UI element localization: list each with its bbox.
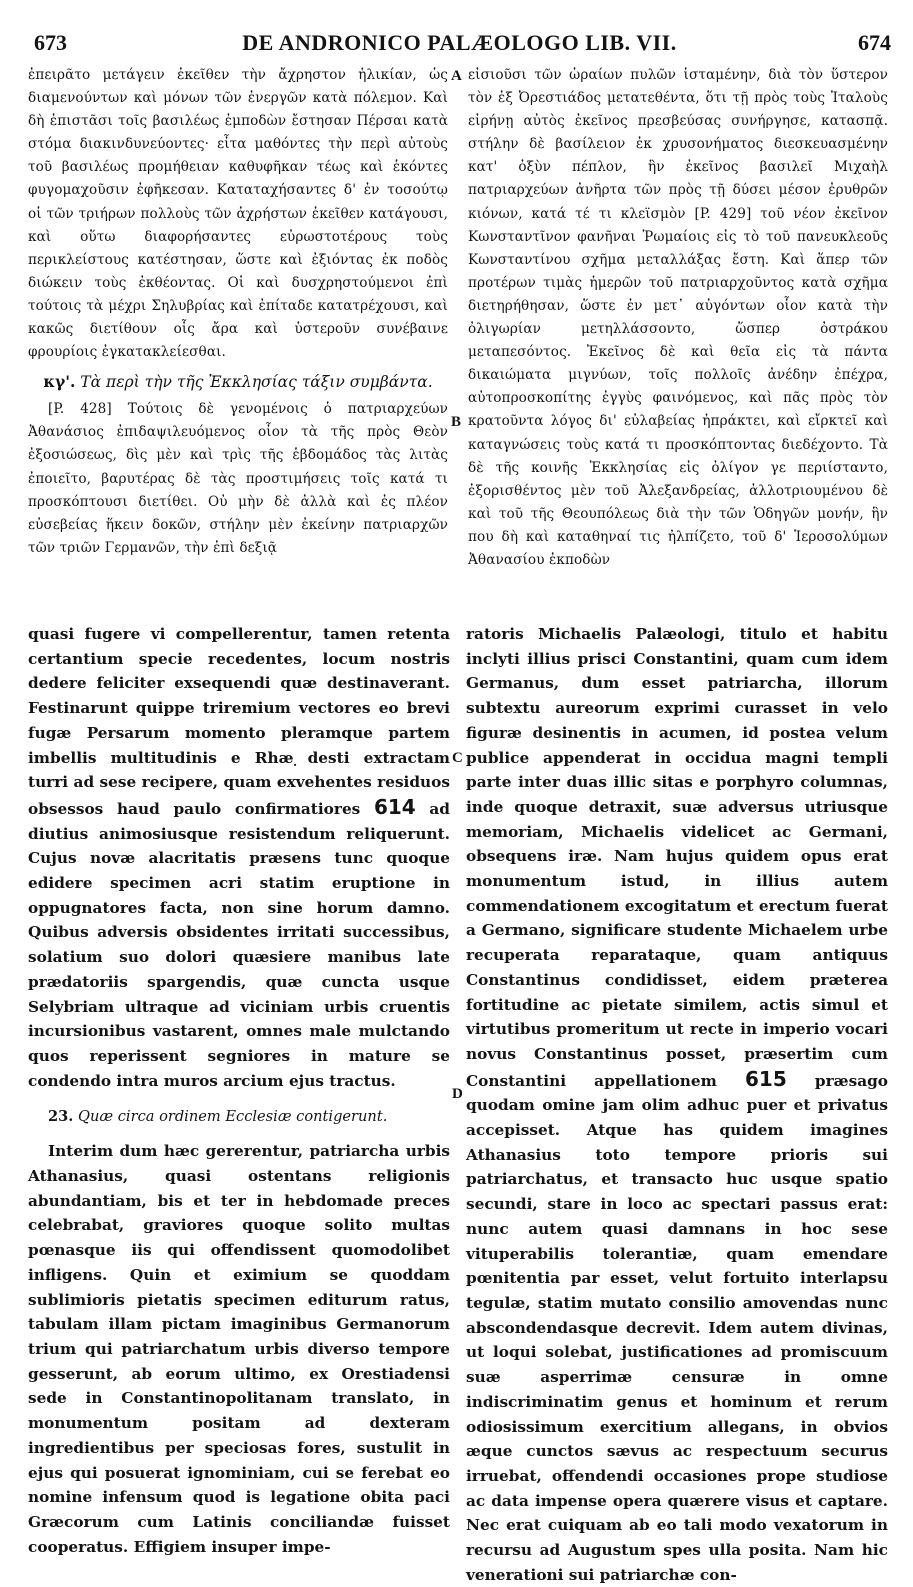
latin-left-paragraph-2: Interim dum hæc gererentur, patriarcha urbis Athanasius, quasi ostentans religionis abundantiam, bis et ter in hebdomade preces celebrabat, graviores quoque solito multas pœnasque iis qui offendissent quomodolibet infligens. Quin et eximium se quoddam sublimioris pietatis specimen editurum ratus, tabulam illam pictam imaginibus Germanorum trium qui patriarchatum urbis diverso tempore gesserunt, ab eorum ultimo, ex Orestiadensi sede in Constantinopolitanam translato, in monumentum positam ad dexteram ingredientibus per speciosas fores, sustulit in ejus qui posuerat ignominiam, cui se ferebat eo nomine infensum quod is legatione obita paci Græcorum cum Latinis conciliandæ fuisset cooperatus. Effigiem insuper impe- [28,1142,450,1556]
latin-right-text-b: præsago quodam omine jam olim adhuc puer et privatus accepisset. Atque has quidem imagines Athanasius toto tempore prioris sui patriarchatus, et transacto huc usque spatio secundi, stare in loco ac spectari passus erat: nunc autem quasi damnans in hoc sese vituperabilis tolerantiæ, quam emendare pœnitentia par esset, velut fortuito interlapsu tegulæ, statim mutato consilio amovendas nunc abscondendasque decrevit. Idem autem divinas, ut loqui solebat, justificationes ad promiscuum suæ asperrimæ censuræ in omne indiscriminatim genus et hominum et rerum odiosissimum exercitium allegans, in obvios æque cunctos sævus ac respectuum securus irruebat, offendendi occasiones prope studiose ac data impense opera quærere visus et captare. Nec erat cuiquam ab eo tali modo vexatorum in recursu ad Augustum spes ulla posita. Nam hic venerationi sui patriarchæ con- [466,1071,889,1584]
margin-letter-d: D [452,1086,463,1102]
page-marker-615: 615 [745,1066,787,1091]
page-reference: [P. 429] [694,205,752,222]
page-number-left: 673 [34,30,67,55]
running-title: DE ANDRONICO PALÆOLOGO LIB. VII. [242,30,677,55]
greek-section-heading [28,372,448,392]
latin-right-text-a: ratoris Michaelis Palæologi, titulo et habitu inclyti illius prisci Constantini, quam cum idem Germanus, dum esset patriarcha, illorum subtextu aureorum exprimi curasset in velo figuræ desinentis in acumen, id postea velum publice appenderat in occidua magni templi parte inter duas illic sitas e porphyro columnas, inde quoque detraxit, suæ adversus utriusque memoriam, Michaelis videlicet ac Germani, obsequens iræ. Nam hujus quidem opus erat monumentum istud, in illius autem commendationem excogitatum et erectum fuerat a Germano, significare studente Michaelem urbe recuperata reparataque, quam antiquus Constantinus condidisset, eidem præterea fortitudine ac pietate similem, actis simul et virtutibus promeritum ut recte in imperio vocari novus Constantinus posset, præsertim cum Constantini appellationem [466,625,888,1090]
greek-right-text-a: εἰσιοῦσι τῶν ὡραίων πυλῶν ἱσταμένην, διὰ τὸν ὕστερον τὸν ἐξ Ὀρεστιάδος μετατεθέντα, ὅτι τῇ πρὸς τοὺς Ἰταλοὺς εἰρήνῃ αὐτὸς ἐκεῖνος πρεσβεύσας συνήργησε, κατασπᾷ. στήλην δὲ βασίλειον ἐκ χρυσονήματος διεσκευασμένην κατ' ὀξὺν πέπλον, ἣν ἐκεῖνος βασιλεῖ Μιχαὴλ πατριαρχεύων ἀνῆρτα τῶν πρὸς τῇ δύσει μέσον ἐρυθρῶν κιόνων, κατά τέ τι κλεϊσμὸν [468,67,888,222]
latin-right-paragraph-1 [466,622,888,1587]
margin-letter-b: B [451,414,462,430]
page-marker-614: 614 [373,794,416,819]
running-header [28,30,891,60]
page-reference: [P. 428] [48,401,112,418]
latin-section-number: 23. [48,1108,74,1126]
latin-left-paragraph-1 [28,622,450,1093]
greek-column-right [468,64,888,610]
greek-column-left [28,64,448,610]
latin-section-title: Quæ circa ordinem Ecclesiæ contigerunt. [78,1108,388,1126]
latin-section-heading [48,1107,450,1127]
latin-left-text-a: quasi fugere vi compellerentur, tamen retenta certantium specie recedentes, locum nostris dedere feliciter exsequendi quæ destinaverant. Festinarunt quippe triremium vectores eo brevi fugæ Persarum momento pleramque partem imbellis multitudinis e Rhæ ̣desti extractam turri ad sese recipere, quam exvehentes residuos obsessos haud paulo confirmatiores [28,625,450,818]
latin-left-text-b: ad diutius animosiusque resistendum reliquerunt. Cujus novæ alacritatis præsens tunc quoque edidere specimen acri statim eruptione in oppugnatores facta, non sine horum damno. Quibus adversis obsidentes irritati successibus, solatium suo dolori quæsiere manibus late prædatoriis spargendis, quæ cuncta usque Selybriam ultraque ad viciniam urbis cruentis incursionibus vastarent, omnes male mulctando quos reperissent segniores in mature se condendo intra muros arcium ejus tractus. [28,799,450,1090]
greek-left-paragraph-2 [28,398,448,560]
greek-right-paragraph-1 [468,64,888,572]
greek-section-number: κγ'. [43,372,76,392]
greek-section-title: Τὰ περὶ τὴν τῆς Ἐκκλησίας τάξιν συμβάντα. [80,373,433,392]
latin-column-right [466,622,889,1584]
greek-left-paragraph-1: ἐπειρᾶτο μετάγειν ἐκεῖθεν τὴν ἄχρηστον ἡλικίαν, ὡς διαμενούντων καὶ μόνων τῶν ἐνεργῶν κατὰ πόλεμον. Καὶ δὴ ἐπιστᾶσι τοῖς βασιλέως ἐμποδὼν ἔστησαν Πέρσαι κατὰ στόμα διακινδυνεύοντες· εἶτα μαθόντες τὴν περὶ αὐτοὺς τοῦ βασιλέως προμήθειαν καθυφῆκαν τέως καὶ ἑκόντες φυγομαχοῦσιν ἐφῆκεσαν. Καταταχήσαντες δ' ἐν τοσούτῳ οἱ τῶν τριήρων πολλοὺς τῶν ἀχρήστων ἐκεῖθεν κατάγουσι, καὶ οὕτω διαφορήσαντες εὐρωστοτέρους τοὺς περικλείστους κατέστησαν, ὥστε καὶ ἐξιόντας ἐκ ποδὸς διώκειν τοὺς ἐκθέοντας. Οἱ καὶ δυσχρηστούμενοι ἐπὶ τούτοις τὰ μέχρι Σηλυβρίας καὶ ἐπίταδε κατατρέχουσι, καὶ κακῶς διετίθουν οἷς ἄρα καὶ ὑστεροῦν συνέβαινε φρουρίοις ἐγκατακλείεσθαι. [28,67,448,361]
margin-letter-c: C [452,750,463,766]
greek-left-paragraph-2-text: Τούτοις δὲ γενομένοις ὁ πατριαρχεύων Ἀθανάσιος ἐπιδαψιλευόμενος οἷον τὰ τῆς πρὸς Θεὸν ἐξοσιώσεως, δὶς μὲν καὶ τρὶς τῆς ἑβδομάδος τὰς λιτὰς ἐποιεῖτο, βαρυτέρας δὲ τὰς προστιμήσεις τοῖς κατά τι προσκόπτουσι διετίθει. Οὐ μὴν δὲ ἀλλὰ καὶ ἐς πλέον εὐσεβείας ἥκειν δοκῶν, στήλην μὲν ἐκείνην πατριαρχῶν τῶν τριῶν Γερμανῶν, τὴν ἐπὶ δεξιᾷ [28,401,449,556]
greek-right-text-b: τοῦ νέον ἐκεῖνον Κωνσταντῖνον φανῆναι Ῥωμαίοις εἰς τὸ τοῦ πανευκλεοῦς Κωνσταντίνου σχῆμα μεταλλάξας ἔστη. Καὶ ἅπερ τῶν προτέρων τιμὰς ἡμερῶν τοῦ πατριαρχοῦντος κατὰ σχῆμα διετηρήθησαν, ὥστε ἐν μετ᾽ αὐγόντων οἷον κατὰ τὴν ὀλιγωρίαν μετηλλάσσοντο, ὥσπερ ὀστράκου μεταπεσόντος. Ἐκεῖνος δὲ καὶ θεῖα εἰς τὰ πάντα δικαιώματα μιγνύων, τοῖς πολλοῖς ἀνέδην ἐπέχρα, αὐτοπροσκοπίτης ἐγγὺς φαινόμενος, καὶ πᾶς πρὸς τὸν κρατοῦντα λόγος δι' εὐλαβείας ἠπράκτει, καὶ εἴρκτεῖ καὶ καταγνώσεις τοὺς κατά τι προσκόπτοντας διεδέχοντο. Τὰ δὲ τῆς κοινῆς Ἐκκλησίας εἰς ὀλίγον γε περιίσταντο, ἐξορισθέντος μὲν τοῦ Ἀλεξανδρείας, ἀλλοτριουμένου δὲ καὶ τοῦ τῆς Θεουπόλεως διὰ τὴν τῶν Ὁδηγῶν μονήν, ἣν που δὴ καὶ καταθηναί τις ἠλπίζετο, τοῦ δ' Ἱεροσολύμων Ἀθανασίου ἐκποδὼν [468,205,889,568]
latin-column-left [28,622,450,1556]
page-number-right: 674 [858,30,891,55]
margin-letter-a: A [451,68,462,84]
